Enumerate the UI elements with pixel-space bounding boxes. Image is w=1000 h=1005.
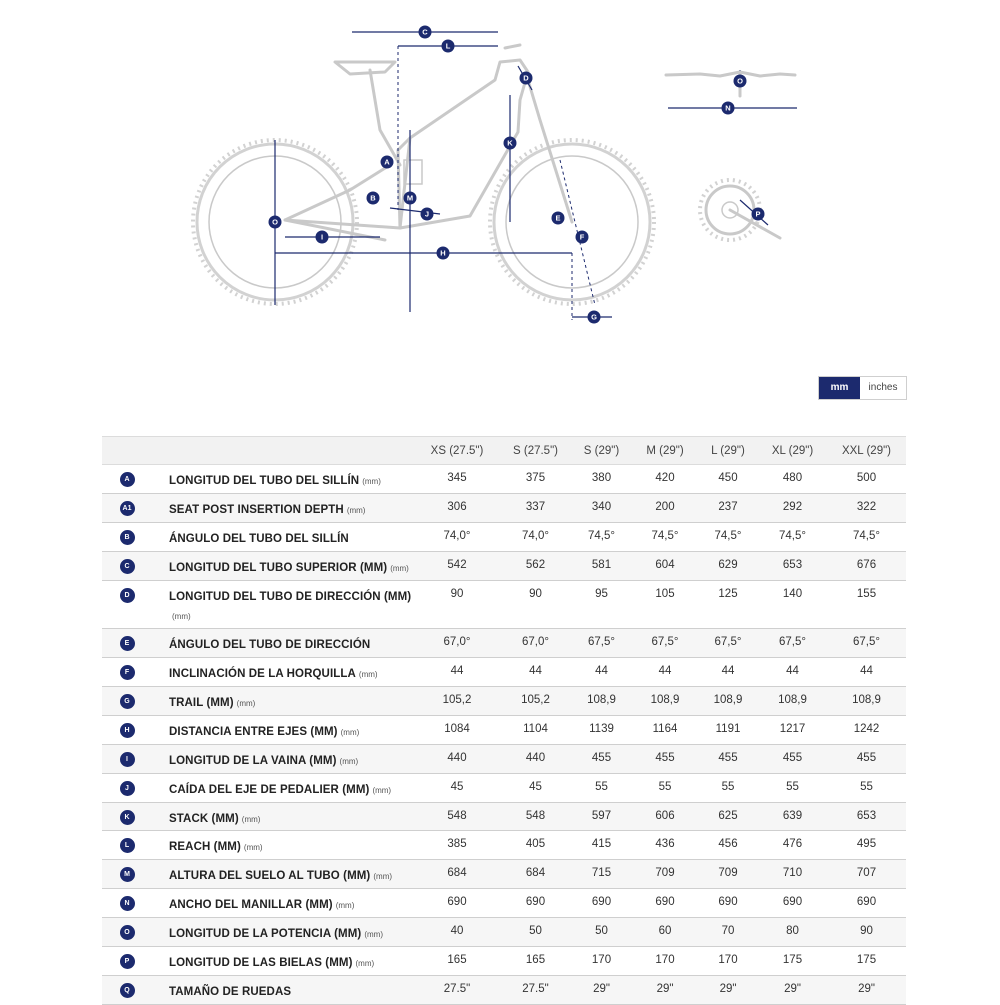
svg-text:D: D (523, 73, 529, 83)
table-cell: 108,9 (778, 694, 807, 706)
marker-j-icon (421, 208, 434, 221)
row-label: LONGITUD DE LA POTENCIA (MM) (169, 928, 362, 940)
table-cell: 440 (447, 752, 467, 764)
table-cell: 29" (593, 983, 610, 995)
svg-text:O: O (272, 217, 278, 227)
row-badge-cell (102, 629, 152, 651)
svg-text:J: J (424, 209, 430, 219)
row-code-badge: O (120, 925, 135, 940)
row-badge-cell (102, 831, 152, 853)
table-cell: 90 (860, 925, 873, 937)
table-cell: 44 (595, 665, 608, 677)
table-cell: 340 (591, 501, 612, 513)
svg-text:C: C (422, 27, 428, 37)
marker-e-icon (552, 212, 565, 225)
table-cell: 436 (655, 838, 675, 850)
svg-text:P: P (755, 209, 761, 219)
table-cell: 606 (655, 810, 675, 822)
table-cell: 67,5° (779, 636, 806, 648)
table-cell: 90 (450, 588, 464, 600)
table-cell: 456 (718, 838, 738, 850)
table-cell: 74,0° (443, 530, 471, 542)
table-cell: 709 (655, 867, 675, 879)
table-cell: 108,9 (713, 694, 743, 706)
table-cell: 108,9 (650, 694, 680, 706)
marker-p-icon (752, 208, 765, 221)
column-header: M (29") (646, 444, 684, 457)
svg-text:F: F (579, 232, 585, 242)
table-cell: 690 (718, 896, 738, 908)
table-cell: 292 (782, 501, 803, 513)
row-code-badge: B (120, 530, 135, 545)
marker-d-icon (520, 72, 533, 85)
row-code-badge: C (120, 559, 135, 574)
row-label-cell (152, 523, 417, 548)
marker-h-icon (437, 247, 450, 260)
table-cell: 380 (591, 472, 612, 484)
table-cell: 70 (721, 925, 735, 937)
column-header: S (27.5") (513, 444, 558, 457)
unit-inches-button[interactable]: inches (860, 377, 906, 399)
table-cell: 67,5° (714, 636, 742, 648)
table-cell: 306 (447, 501, 467, 513)
row-label-cell (152, 745, 417, 771)
table-cell: 629 (718, 559, 738, 571)
table-cell: 67,5° (651, 636, 679, 648)
table-cell: 44 (450, 665, 464, 677)
table-cell: 450 (718, 472, 738, 484)
table-row (102, 889, 906, 918)
svg-text:L: L (445, 41, 451, 51)
table-cell: 29" (656, 983, 674, 995)
column-header: XL (29") (771, 444, 814, 457)
table-row (102, 552, 906, 581)
table-cell: 690 (782, 896, 803, 908)
row-badge-cell (102, 465, 152, 487)
row-label: TAMAÑO DE RUEDAS (169, 986, 292, 998)
row-code-badge: A (120, 472, 135, 487)
table-cell: 44 (721, 665, 735, 677)
table-cell: 1084 (444, 723, 470, 735)
table-row (102, 687, 906, 716)
table-cell: 44 (786, 665, 799, 677)
column-header: XS (27.5") (430, 444, 484, 457)
row-label: REACH (MM) (169, 841, 241, 853)
table-cell: 140 (782, 588, 803, 600)
table-row (102, 918, 906, 947)
row-code-badge: M (120, 867, 135, 882)
row-code-badge: Q (120, 983, 135, 998)
svg-text:E: E (555, 213, 561, 223)
table-cell: 455 (591, 752, 612, 764)
svg-text:M: M (406, 193, 414, 203)
table-cell: 455 (856, 752, 877, 764)
table-cell: 108,9 (852, 694, 881, 706)
table-cell: 500 (856, 472, 877, 484)
row-label-cell (152, 581, 417, 626)
marker-f-icon (576, 231, 589, 244)
table-cell: 476 (782, 838, 803, 850)
table-row (102, 803, 906, 831)
row-label-cell (152, 658, 417, 684)
table-cell: 44 (860, 665, 873, 677)
row-badge-cell (102, 581, 152, 603)
table-cell: 74,5° (853, 530, 880, 542)
row-unit: (mm) (335, 901, 355, 910)
crankset (700, 180, 780, 240)
row-label-cell (152, 552, 417, 578)
row-badge-cell (102, 745, 152, 767)
table-cell: 690 (856, 896, 877, 908)
table-cell: 480 (782, 472, 803, 484)
svg-text:B: B (370, 193, 376, 203)
row-label: ÁNGULO DEL TUBO DE DIRECCIÓN (169, 639, 371, 651)
row-label: LONGITUD DEL TUBO DE DIRECCIÓN (MM) (169, 591, 412, 603)
table-cell: 55 (595, 781, 608, 793)
row-label-cell (152, 947, 417, 973)
row-unit: (mm) (355, 959, 375, 968)
table-cell: 125 (718, 588, 738, 600)
table-cell: 690 (591, 896, 612, 908)
table-cell: 67,0° (443, 636, 471, 648)
row-label: LONGITUD DE LAS BIELAS (MM) (169, 957, 353, 969)
table-cell: 415 (591, 838, 612, 850)
row-code-badge: I (120, 752, 135, 767)
table-cell: 170 (591, 954, 612, 966)
table-cell: 639 (782, 810, 803, 822)
unit-toggle (818, 376, 907, 400)
table-cell: 1242 (853, 723, 880, 735)
table-cell: 67,5° (853, 636, 880, 648)
row-badge-cell (102, 889, 152, 911)
row-unit: (mm) (241, 815, 261, 824)
svg-text:N: N (725, 103, 731, 113)
table-row (102, 947, 906, 976)
row-label-cell (152, 465, 417, 491)
table-row (102, 523, 906, 552)
table-row (102, 831, 906, 860)
table-cell: 455 (718, 752, 738, 764)
row-code-badge: G (120, 694, 135, 709)
row-code-badge: H (120, 723, 135, 738)
row-label-cell (152, 860, 417, 886)
row-code-badge: N (120, 896, 135, 911)
row-code-badge: P (120, 954, 135, 969)
row-label-cell (152, 687, 417, 713)
table-cell: 581 (591, 559, 612, 571)
table-cell: 690 (525, 896, 546, 908)
table-cell: 27.5" (522, 983, 549, 995)
row-label: ANCHO DEL MANILLAR (MM) (169, 899, 333, 911)
table-cell: 50 (529, 925, 542, 937)
table-cell: 175 (782, 954, 803, 966)
row-unit: (mm) (243, 843, 263, 852)
row-badge-cell (102, 658, 152, 680)
svg-text:I: I (320, 232, 324, 242)
table-cell: 108,9 (587, 694, 616, 706)
row-label: ALTURA DEL SUELO AL TUBO (MM) (169, 870, 371, 882)
table-cell: 105 (655, 588, 675, 600)
table-cell: 67,5° (588, 636, 615, 648)
table-cell: 67,0° (522, 636, 549, 648)
table-cell: 27.5" (443, 983, 471, 995)
table-cell: 604 (655, 559, 675, 571)
row-badge-cell (102, 947, 152, 969)
row-label-cell (152, 803, 417, 829)
table-cell: 420 (655, 472, 675, 484)
table-cell: 597 (591, 810, 612, 822)
table-row (102, 494, 906, 523)
row-label-cell (152, 494, 417, 520)
table-cell: 542 (447, 559, 467, 571)
table-cell: 405 (525, 838, 546, 850)
row-label: INCLINACIÓN DE LA HORQUILLA (169, 668, 356, 680)
row-label-cell (152, 629, 417, 654)
table-cell: 55 (721, 781, 735, 793)
table-cell: 105,2 (521, 694, 550, 706)
row-badge-cell (102, 803, 152, 825)
table-cell: 676 (856, 559, 877, 571)
marker-o-icon (269, 216, 282, 229)
table-row (102, 716, 906, 745)
table-cell: 55 (658, 781, 672, 793)
column-header: S (29") (583, 444, 620, 457)
row-label: TRAIL (MM) (169, 697, 234, 709)
table-cell: 1217 (779, 723, 806, 735)
row-label: LONGITUD DEL TUBO SUPERIOR (MM) (169, 562, 388, 574)
svg-text:A: A (384, 157, 390, 167)
marker-m-icon (404, 192, 417, 205)
row-label: DISTANCIA ENTRE EJES (MM) (169, 726, 338, 738)
marker-a-icon (381, 156, 394, 169)
table-cell: 29" (719, 983, 737, 995)
table-row (102, 629, 906, 658)
row-badge-cell (102, 494, 152, 516)
table-cell: 1191 (715, 723, 741, 735)
row-label-cell (152, 831, 417, 857)
marker-k-icon (504, 137, 517, 150)
row-unit: (mm) (339, 757, 359, 766)
table-row (102, 976, 906, 1005)
bike-geometry-diagram (0, 0, 1000, 340)
row-unit: (mm) (172, 612, 191, 621)
row-unit: (mm) (372, 786, 392, 795)
table-cell: 60 (658, 925, 672, 937)
table-cell: 200 (655, 501, 675, 513)
table-cell: 50 (595, 925, 608, 937)
table-cell: 95 (595, 588, 608, 600)
table-cell: 707 (856, 867, 877, 879)
row-label: LONGITUD DE LA VAINA (MM) (169, 755, 337, 767)
table-cell: 237 (718, 501, 738, 513)
row-unit: (mm) (373, 872, 393, 881)
table-cell: 375 (525, 472, 546, 484)
table-cell: 165 (447, 954, 467, 966)
table-cell: 709 (718, 867, 738, 879)
column-header: L (29") (711, 444, 745, 457)
row-code-badge: K (120, 810, 135, 825)
row-badge-cell (102, 523, 152, 545)
table-cell: 165 (525, 954, 546, 966)
row-unit: (mm) (358, 670, 378, 679)
row-badge-cell (102, 552, 152, 574)
table-cell: 1164 (652, 723, 678, 735)
column-header: XXL (29") (841, 444, 892, 457)
row-label: ÁNGULO DEL TUBO DEL SILLÍN (169, 533, 349, 545)
row-badge-cell (102, 860, 152, 882)
marker-n-icon (722, 102, 735, 115)
svg-text:G: G (591, 312, 597, 322)
row-badge-cell (102, 716, 152, 738)
row-label: CAÍDA DEL EJE DE PEDALIER (MM) (169, 784, 370, 796)
table-cell: 385 (447, 838, 467, 850)
table-body (102, 465, 906, 1005)
table-cell: 1139 (589, 723, 614, 735)
table-row (102, 774, 906, 803)
table-cell: 29" (858, 983, 875, 995)
row-unit: (mm) (346, 506, 366, 515)
row-unit: (mm) (362, 477, 381, 486)
table-cell: 337 (525, 501, 546, 513)
marker-i-icon (316, 231, 329, 244)
table-cell: 45 (529, 781, 542, 793)
table-cell: 74,5° (714, 530, 742, 542)
table-cell: 684 (525, 867, 546, 879)
row-unit: (mm) (390, 564, 409, 573)
row-code-badge: J (120, 781, 135, 796)
table-cell: 74,0° (522, 530, 549, 542)
table-cell: 29" (784, 983, 801, 995)
row-badge-cell (102, 976, 152, 998)
table-cell: 45 (450, 781, 464, 793)
table-cell: 74,5° (779, 530, 806, 542)
table-cell: 44 (529, 665, 542, 677)
table-cell: 175 (856, 954, 877, 966)
row-label-cell (152, 716, 417, 742)
table-cell: 170 (655, 954, 675, 966)
row-code-badge: D (120, 588, 135, 603)
table-cell: 440 (525, 752, 546, 764)
row-unit: (mm) (236, 699, 256, 708)
row-badge-cell (102, 774, 152, 796)
table-cell: 495 (856, 838, 877, 850)
table-header (102, 436, 906, 465)
table-cell: 80 (786, 925, 799, 937)
table-cell: 155 (856, 588, 877, 600)
table-cell: 653 (782, 559, 803, 571)
marker-c-icon (419, 26, 432, 39)
row-code-badge: L (120, 838, 135, 853)
marker-b-icon (367, 192, 380, 205)
svg-text:H: H (440, 248, 446, 258)
table-row (102, 745, 906, 774)
row-code-badge: F (120, 665, 135, 680)
table-cell: 90 (529, 588, 542, 600)
table-cell: 55 (860, 781, 873, 793)
table-cell: 690 (655, 896, 675, 908)
table-cell: 1104 (523, 723, 548, 735)
table-cell: 74,5° (588, 530, 615, 542)
row-badge-cell (102, 918, 152, 940)
handlebar-top-view (666, 72, 795, 96)
table-row (102, 465, 906, 494)
table-cell: 322 (856, 501, 877, 513)
geometry-table (102, 436, 906, 1005)
table-cell: 684 (447, 867, 467, 879)
row-code-badge: A1 (120, 501, 135, 516)
table-cell: 710 (782, 867, 803, 879)
table-cell: 170 (718, 954, 738, 966)
row-unit: (mm) (364, 930, 383, 939)
table-cell: 690 (447, 896, 467, 908)
row-unit: (mm) (340, 728, 360, 737)
table-cell: 715 (591, 867, 612, 879)
table-cell: 562 (525, 559, 546, 571)
marker-l-icon (442, 40, 455, 53)
row-label-cell (152, 889, 417, 915)
table-row (102, 581, 906, 629)
table-cell: 40 (450, 925, 464, 937)
table-cell: 74,5° (651, 530, 679, 542)
marker-o-handlebar-icon (734, 75, 747, 88)
table-cell: 55 (786, 781, 799, 793)
row-code-badge: E (120, 636, 135, 651)
unit-mm-button[interactable]: mm (819, 377, 860, 399)
row-label: STACK (MM) (169, 813, 239, 825)
table-row (102, 658, 906, 687)
table-cell: 455 (782, 752, 803, 764)
table-cell: 455 (655, 752, 675, 764)
table-row (102, 860, 906, 889)
table-cell: 345 (447, 472, 467, 484)
marker-g-icon (588, 311, 601, 324)
row-label-cell (152, 976, 417, 1001)
svg-text:K: K (507, 138, 513, 148)
row-label: SEAT POST INSERTION DEPTH (169, 504, 344, 516)
table-cell: 105,2 (442, 694, 472, 706)
svg-text:O: O (737, 76, 743, 86)
table-cell: 44 (658, 665, 672, 677)
table-cell: 653 (856, 810, 877, 822)
row-label-cell (152, 918, 417, 944)
table-cell: 625 (718, 810, 738, 822)
row-label: LONGITUD DEL TUBO DEL SILLÍN (169, 475, 360, 487)
row-label-cell (152, 774, 417, 800)
table-cell: 548 (447, 810, 467, 822)
table-cell: 548 (525, 810, 546, 822)
row-badge-cell (102, 687, 152, 709)
